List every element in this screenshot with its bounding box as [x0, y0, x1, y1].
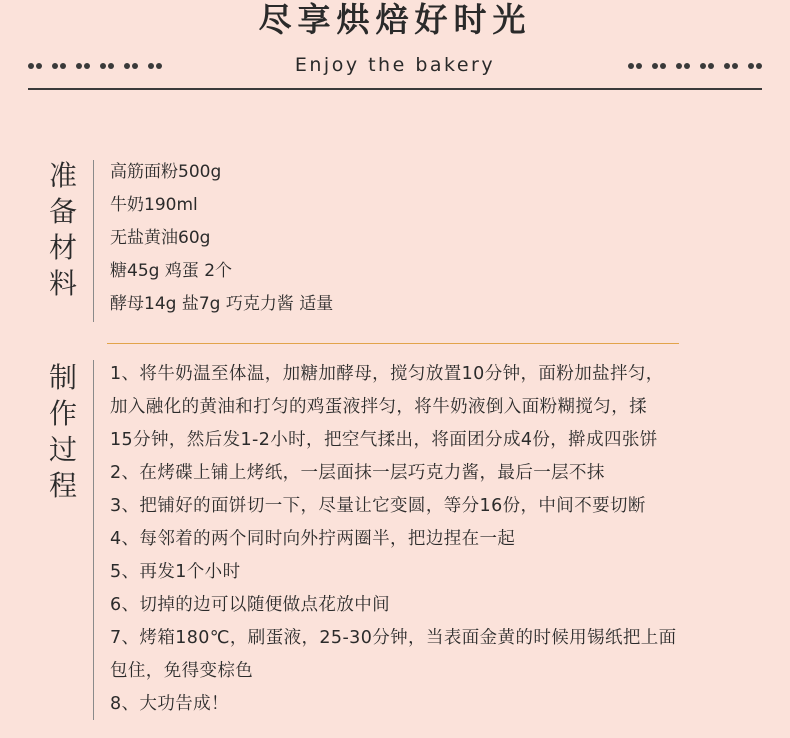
ingredients-label-char: 料 — [48, 267, 77, 300]
section-divider — [107, 343, 679, 344]
ingredients-label — [45, 158, 81, 302]
steps-label-char: 过 — [48, 433, 77, 466]
step-line: 3、把铺好的面饼切一下，尽量让它变圆，等分16份，中间不要切断 — [110, 496, 646, 516]
steps-label-char: 制 — [48, 361, 77, 394]
steps-label-char: 作 — [48, 397, 77, 430]
ingredient-item: 酵母14g 盐7g 巧克力酱 适量 — [110, 294, 334, 314]
step-line: 4、每邻着的两个同时向外拧两圈半，把边捏在一起 — [110, 529, 516, 549]
steps-label — [45, 360, 81, 504]
decorative-dots-right — [628, 63, 762, 69]
steps-list — [110, 358, 760, 721]
ingredient-item: 牛奶190ml — [110, 195, 198, 215]
ingredients-label-char: 材 — [48, 231, 77, 264]
ingredient-item: 高筋面粉500g — [110, 162, 222, 182]
ingredients-vertical-rule — [93, 160, 94, 322]
page-title: 尽享烘焙好时光 — [258, 0, 532, 39]
steps-vertical-rule — [93, 360, 94, 720]
ingredient-item: 无盐黄油60g — [110, 228, 211, 248]
ingredients-label-char: 备 — [48, 195, 77, 228]
subtitle-row — [28, 52, 762, 82]
step-line: 7、烤箱180℃，刷蛋液，25-30分钟，当表面金黄的时候用锡纸把上面 — [110, 628, 677, 648]
step-line: 5、再发1个小时 — [110, 562, 241, 582]
header-rule — [28, 88, 762, 90]
step-line: 8、大功告成！ — [110, 694, 229, 714]
step-line: 15分钟，然后发1-2小时，把空气揉出，将面团分成4份，擀成四张饼 — [110, 430, 658, 450]
step-line: 加入融化的黄油和打匀的鸡蛋液拌匀，将牛奶液倒入面粉糊搅匀，揉 — [110, 397, 647, 417]
ingredients-label-char: 准 — [48, 159, 77, 192]
step-line: 6、切掉的边可以随便做点花放中间 — [110, 595, 391, 615]
step-line: 包住，免得变棕色 — [110, 661, 254, 681]
page-subtitle: Enjoy the bakery — [294, 54, 496, 76]
ingredient-item: 糖45g 鸡蛋 2个 — [110, 261, 233, 281]
steps-label-char: 程 — [48, 469, 77, 502]
step-line: 1、将牛奶温至体温，加糖加酵母，搅匀放置10分钟，面粉加盐拌匀， — [110, 364, 664, 384]
ingredients-list — [110, 156, 333, 321]
step-line: 2、在烤碟上铺上烤纸，一层面抹一层巧克力酱，最后一层不抹 — [110, 463, 605, 483]
